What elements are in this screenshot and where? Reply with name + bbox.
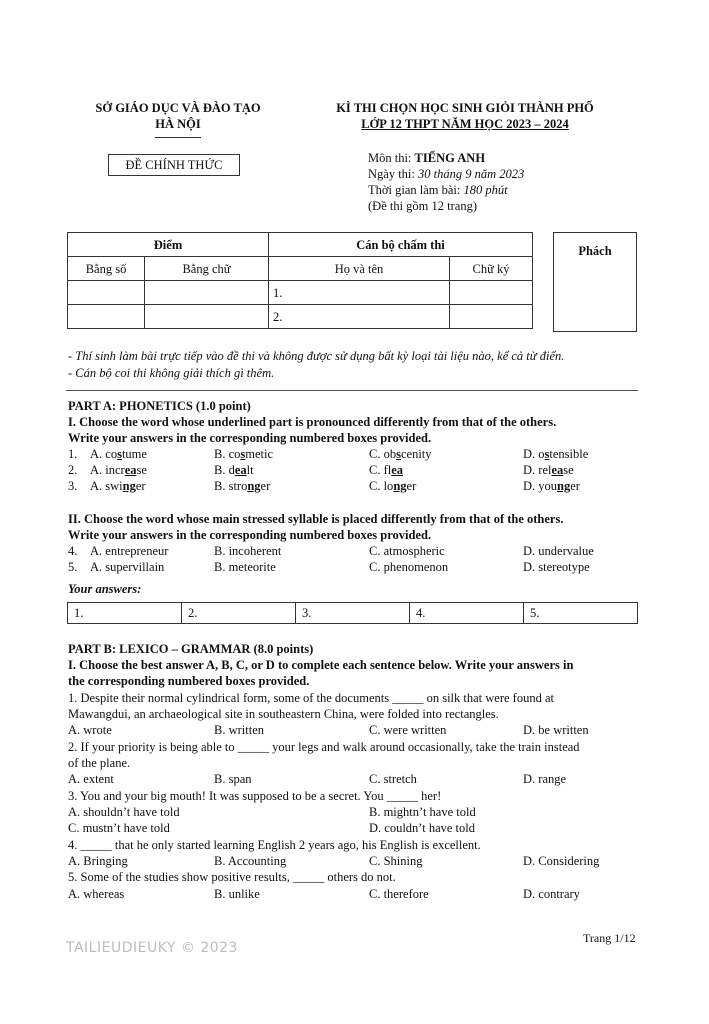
question-number: 1. [68, 447, 78, 461]
option-a: A. costume [90, 447, 147, 461]
grammar-question-1-options [68, 722, 648, 738]
table-row [68, 233, 533, 257]
option-c: C. atmospheric [369, 544, 445, 558]
option-b: B. written [214, 723, 264, 737]
answer-box-4[interactable]: 4. [410, 603, 524, 624]
time-line [368, 182, 638, 198]
phonetics-question-2 [68, 462, 648, 478]
exam-title-line-1: KÌ THI CHỌN HỌC SINH GIỎI THÀNH PHỐ [336, 101, 594, 115]
option-b: B. Accounting [214, 854, 287, 868]
part-b-sec1-line-1: I. Choose the best answer A, B, C, or D to complete each sentence below. Write your answers in [68, 658, 574, 672]
option-b: B. span [214, 772, 252, 786]
option-a: A. Bringing [68, 854, 128, 868]
grammar-question-1-line-1: 1. Despite their normal cylindrical form, some of the documents _____ on silk that were found at [68, 691, 554, 705]
page-number: Trang 1/12 [583, 931, 636, 945]
part-a-sec1-line-1: I. Choose the word whose underlined part is pronounced differently from that of the others. [68, 415, 557, 429]
grammar-question-4-options [68, 853, 648, 869]
option-b: B. meteorite [214, 560, 276, 574]
answer-boxes [67, 602, 638, 624]
part-a-sec2-line-1: II. Choose the word whose main stressed syllable is placed differently from that of the others. [68, 512, 564, 526]
instruction-line-2: - Cán bộ coi thi không giải thích gì thêm. [68, 366, 275, 380]
option-d: D. contrary [523, 887, 580, 901]
your-answers-label: Your answers: [68, 582, 142, 596]
option-d: D. range [523, 772, 567, 786]
grammar-question-3-options-ab [68, 804, 648, 820]
grammar-question-5-options [68, 886, 648, 902]
date-line [368, 166, 638, 182]
exam-info [368, 150, 638, 214]
option-d: D. younger [523, 479, 580, 493]
part-b-sec1-line-2: the corresponding numbered boxes provided. [68, 674, 310, 688]
grader-signature-header: Chữ ký [450, 257, 533, 281]
option-b: B. unlike [214, 887, 260, 901]
official-stamp-text: ĐỀ CHÍNH THỨC [125, 158, 223, 172]
department-line-2: HÀ NỘI [155, 117, 201, 131]
question-number: 4. [68, 544, 78, 558]
subject-line [368, 150, 638, 166]
exam-title [305, 100, 625, 132]
score-number-cell[interactable] [68, 281, 145, 305]
pages-note: (Đề thi gồm 12 trang) [368, 199, 478, 213]
phonetics-question-1 [68, 446, 648, 462]
grammar-question-2-line-1: 2. If your priority is being able to _____ your legs and walk around occasionally, take the train instead [68, 740, 580, 754]
option-a: A. extent [68, 772, 114, 786]
table-row [68, 281, 533, 305]
table-row [68, 305, 533, 329]
score-number-header: Bằng số [68, 257, 145, 281]
date-label: Ngày thi: [368, 167, 418, 181]
option-a: A. swinger [90, 479, 146, 493]
question-number: 5. [68, 560, 78, 574]
stress-question-5 [68, 559, 648, 575]
watermark: TAILIEUDIEUKY © 2023 [66, 940, 238, 956]
grammar-question-3-options-cd [68, 820, 648, 836]
grammar-question-3-line-1: 3. You and your big mouth! It was supposed to be a secret. You _____ her! [68, 789, 442, 803]
option-a: A. entrepreneur [90, 544, 169, 558]
option-d: D. stereotype [523, 560, 590, 574]
grader-header: Cán bộ chấm thi [269, 233, 533, 257]
time-value: 180 phút [463, 183, 508, 197]
part-a-title: PART A: PHONETICS (1.0 point) [68, 399, 251, 413]
question-number: 2. [68, 463, 78, 477]
option-a: A. increase [90, 463, 147, 477]
score-header: Điểm [68, 233, 269, 257]
score-words-header: Bằng chữ [145, 257, 269, 281]
grammar-question-1-line-2: Mawangdui, an archaeological site in southeastern China, were folded into rectangles. [68, 707, 499, 721]
department-name [68, 100, 288, 132]
grader-2-name-cell[interactable]: 2. [269, 305, 450, 329]
part-a-sec1-line-2: Write your answers in the corresponding numbered boxes provided. [68, 431, 432, 445]
option-d: D. be written [523, 723, 589, 737]
option-c: C. flea [369, 463, 404, 477]
grader-1-signature-cell[interactable] [450, 281, 533, 305]
table-row [68, 257, 533, 281]
date-value: 30 tháng 9 năm 2023 [418, 167, 525, 181]
answer-box-1[interactable]: 1. [68, 603, 182, 624]
option-a: A. supervillain [90, 560, 165, 574]
answer-box-2[interactable]: 2. [182, 603, 296, 624]
official-stamp-box [108, 154, 240, 176]
grader-name-header: Họ và tên [269, 257, 450, 281]
option-d: D. ostensible [523, 447, 589, 461]
option-c: C. therefore [369, 887, 429, 901]
grammar-question-2-options [68, 771, 648, 787]
answer-box-5[interactable]: 5. [524, 603, 638, 624]
score-table [67, 232, 533, 329]
time-label: Thời gian làm bài: [368, 183, 464, 197]
instruction-line-1: - Thí sinh làm bài trực tiếp vào đề thi và không được sử dụng bất kỳ loại tài liệu nào, kể cả từ điển. [68, 349, 565, 363]
question-number: 3. [68, 479, 78, 493]
option-d: D. undervalue [523, 544, 594, 558]
option-b: B. dealt [214, 463, 254, 477]
department-line-1: SỞ GIÁO DỤC VÀ ĐÀO TẠO [95, 101, 261, 115]
section-divider [66, 390, 638, 391]
option-a: A. whereas [68, 887, 125, 901]
option-c: C. obscenity [369, 447, 432, 461]
grammar-question-2-line-2: of the plane. [68, 756, 131, 770]
option-d: D. couldn’t have told [369, 821, 475, 835]
grader-2-signature-cell[interactable] [450, 305, 533, 329]
option-d: D. Considering [523, 854, 600, 868]
phonetics-question-3 [68, 478, 648, 494]
phach-box[interactable] [553, 232, 637, 332]
option-b: B. cosmetic [214, 447, 274, 461]
option-c: C. were written [369, 723, 447, 737]
option-a: A. wrote [68, 723, 112, 737]
option-b: B. mightn’t have told [369, 805, 476, 819]
part-b-title: PART B: LEXICO – GRAMMAR (8.0 points) [68, 642, 314, 656]
option-c: C. phenomenon [369, 560, 449, 574]
header-divider [155, 137, 201, 138]
part-a-sec2-line-2: Write your answers in the corresponding numbered boxes provided. [68, 528, 432, 542]
grammar-question-5-line-1: 5. Some of the studies show positive results, _____ others do not. [68, 870, 396, 884]
option-a: A. shouldn’t have told [68, 805, 180, 819]
stress-question-4 [68, 543, 648, 559]
option-c: C. stretch [369, 772, 417, 786]
table-row [68, 603, 638, 624]
score-words-cell[interactable] [145, 281, 269, 305]
option-b: B. stronger [214, 479, 271, 493]
exam-title-line-2: LỚP 12 THPT NĂM HỌC 2023 – 2024 [361, 117, 569, 131]
grader-1-name-cell[interactable]: 1. [269, 281, 450, 305]
option-c: C. Shining [369, 854, 423, 868]
score-words-cell-2[interactable] [145, 305, 269, 329]
subject-label: Môn thi: [368, 151, 415, 165]
subject-value: TIẾNG ANH [414, 151, 486, 165]
option-d: D. release [523, 463, 574, 477]
score-number-cell-2[interactable] [68, 305, 145, 329]
grammar-question-4-line-1: 4. _____ that he only started learning English 2 years ago, his English is excellent. [68, 838, 481, 852]
option-c: C. longer [369, 479, 417, 493]
answer-box-3[interactable]: 3. [296, 603, 410, 624]
option-c: C. mustn’t have told [68, 821, 170, 835]
option-b: B. incoherent [214, 544, 282, 558]
phach-label: Phách [578, 244, 612, 258]
